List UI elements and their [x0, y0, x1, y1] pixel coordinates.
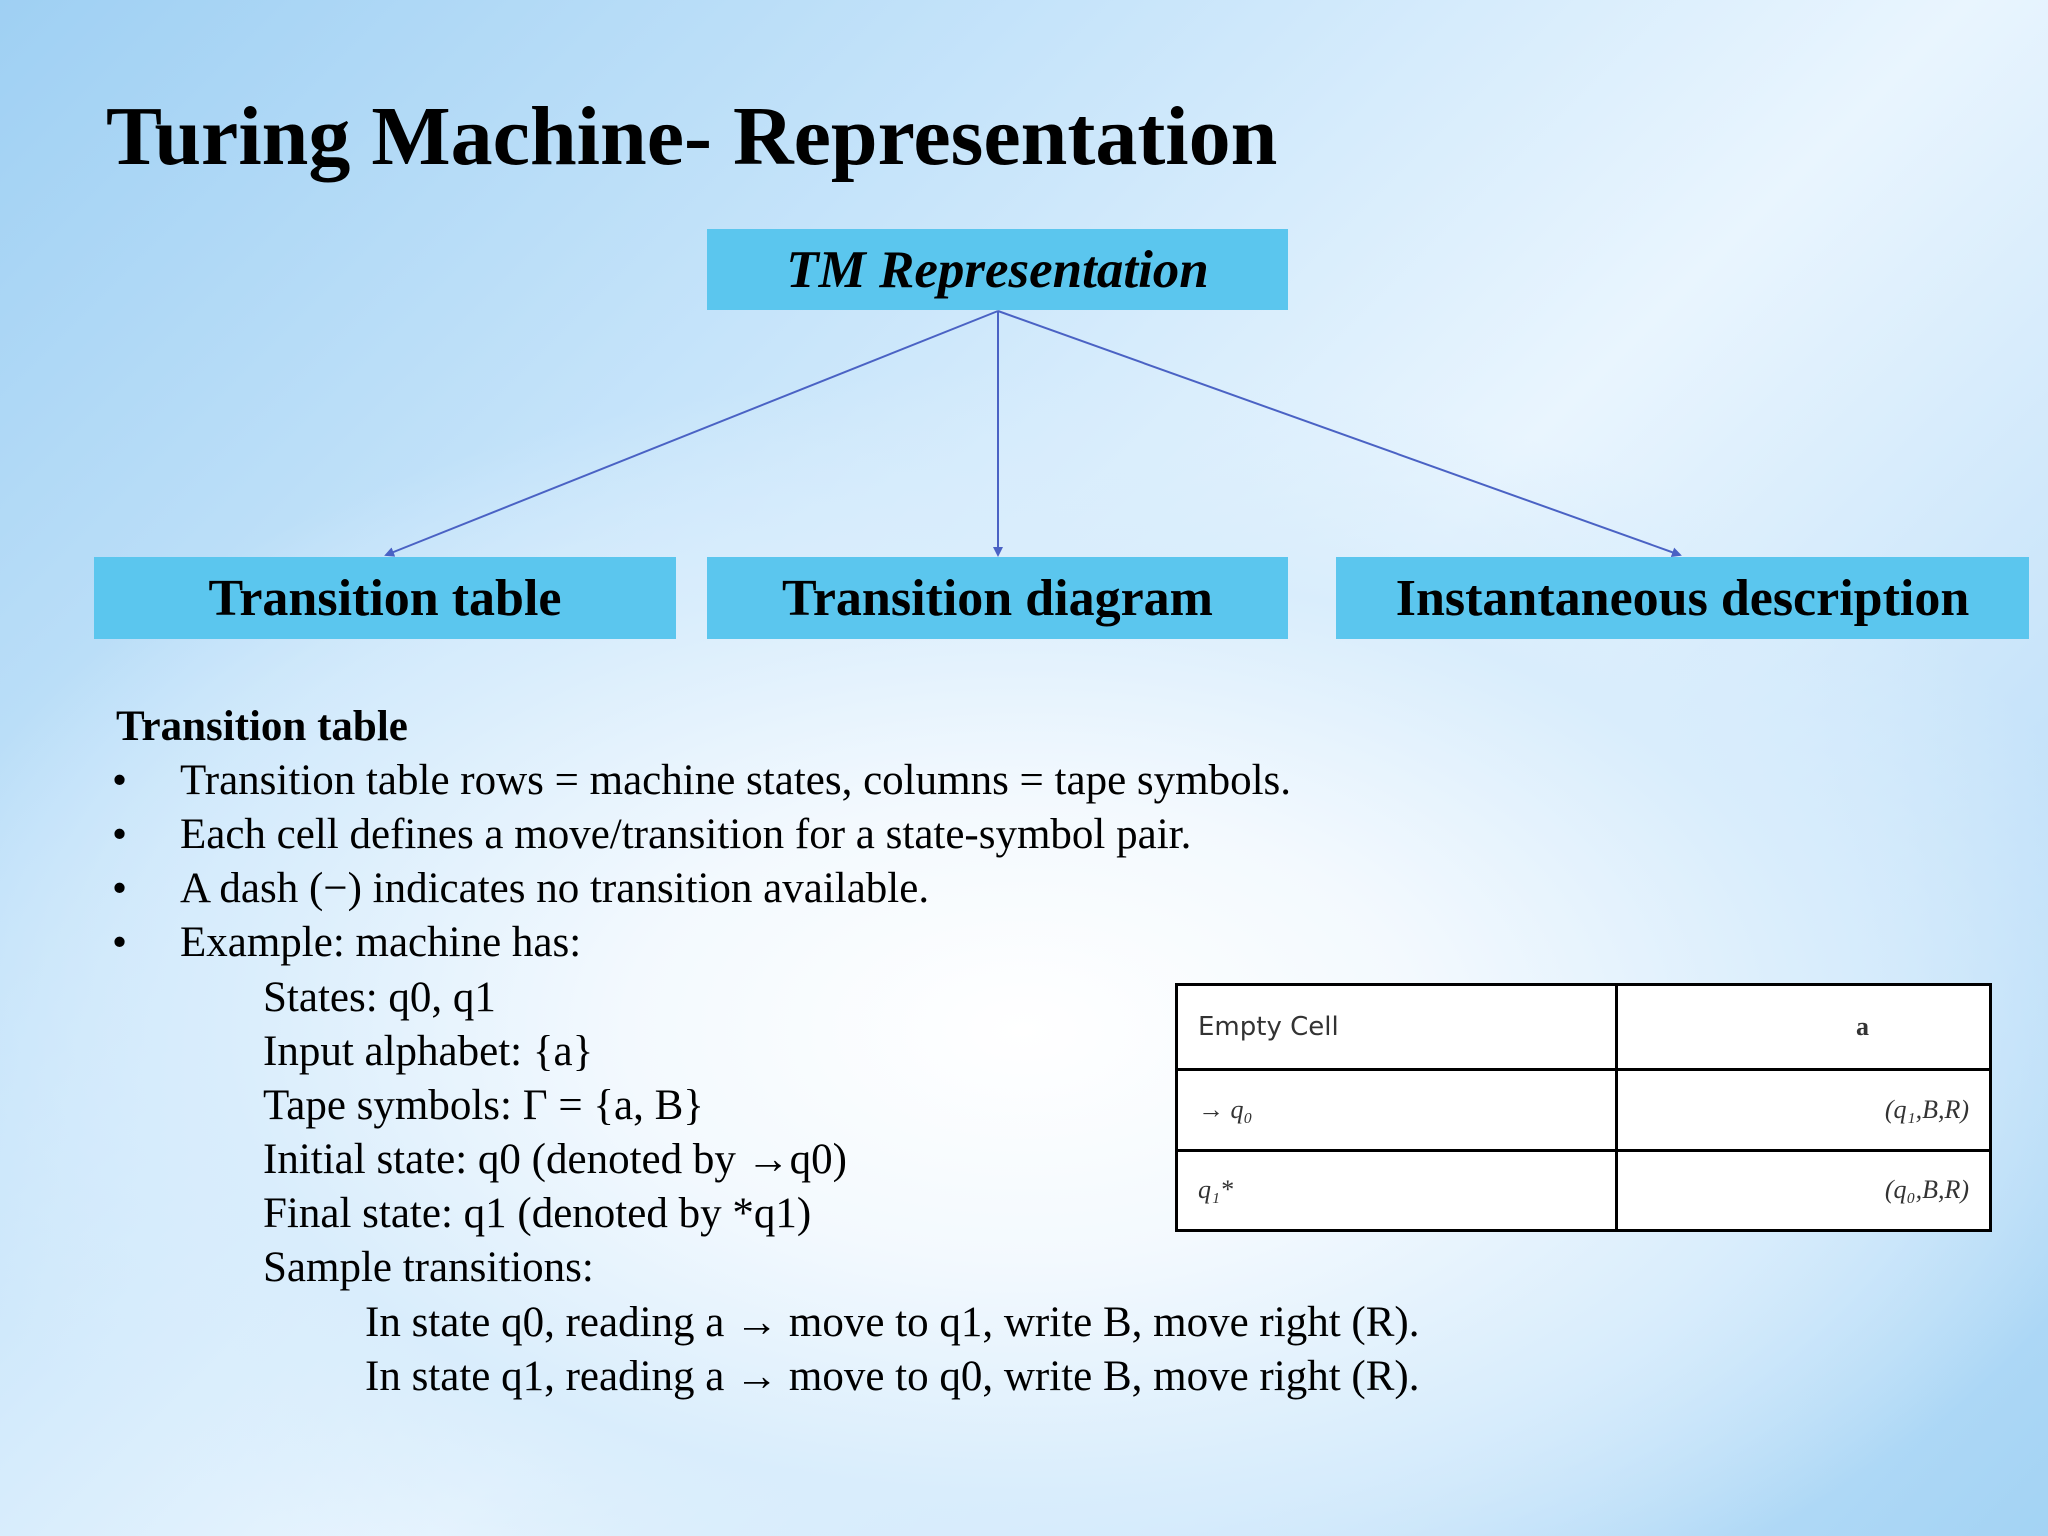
example-line: Input alphabet: {a} — [263, 1028, 594, 1075]
table-row — [1177, 1150, 1991, 1230]
transition-table — [1175, 983, 1992, 1232]
table-header-cell: Empty Cell — [1177, 985, 1617, 1070]
diagram-child-transition-table — [94, 557, 676, 639]
transition-line: In state q0, reading a → move to q1, write B, move right (R). — [365, 1299, 1420, 1346]
connector-to-transition-table — [386, 311, 998, 555]
example-line: Sample transitions: — [263, 1244, 594, 1291]
transition-line: In state q1, reading a → move to q0, write B, move right (R). — [365, 1353, 1420, 1400]
bullet-text: Example: machine has: — [180, 919, 582, 966]
diagram-child-label: Transition diagram — [782, 569, 1213, 627]
connector-to-instantaneous-description — [998, 311, 1680, 555]
table-cell-state: → q₀ — [1177, 1070, 1617, 1150]
bullet-item — [112, 864, 929, 913]
example-line: Initial state: q0 (denoted by →q0) — [263, 1136, 847, 1183]
table-cell-transition: (q₀,B,R) — [1617, 1150, 1991, 1230]
diagram-child-instantaneous-description — [1336, 557, 2029, 639]
bullet-text: Transition table rows = machine states, columns = tape symbols. — [180, 757, 1292, 804]
bullet-item — [112, 918, 581, 967]
diagram-child-label: Transition table — [208, 569, 562, 627]
diagram-child-label: Instantaneous description — [1395, 569, 1970, 627]
table-header-cell: a — [1617, 985, 1991, 1070]
bullet-item — [112, 810, 1191, 859]
bullet-text: Each cell defines a move/transition for a state-symbol pair. — [180, 811, 1192, 858]
bullet-glyph: • — [112, 919, 128, 966]
diagram-root-label: TM Representation — [786, 240, 1209, 299]
diagram-child-transition-diagram — [707, 557, 1288, 639]
slide-title: Turing Machine- Representation — [106, 90, 1278, 183]
table-cell-state: q₁* — [1177, 1150, 1617, 1230]
diagram-root-box — [707, 229, 1288, 310]
example-line: Tape symbols: Γ = {a, B} — [263, 1082, 704, 1129]
table-row — [1177, 1070, 1991, 1150]
bullet-glyph: • — [112, 811, 128, 858]
example-line: States: q0, q1 — [263, 974, 496, 1021]
bullet-glyph: • — [112, 757, 128, 804]
bullet-glyph: • — [112, 865, 128, 912]
table-cell-transition: (q₁,B,R) — [1617, 1070, 1991, 1150]
bullet-item — [112, 756, 1291, 805]
bullet-text: A dash (−) indicates no transition available. — [180, 865, 930, 912]
table-header-row — [1177, 985, 1991, 1070]
example-line: Final state: q1 (denoted by *q1) — [263, 1190, 812, 1237]
section-heading: Transition table — [116, 703, 408, 750]
